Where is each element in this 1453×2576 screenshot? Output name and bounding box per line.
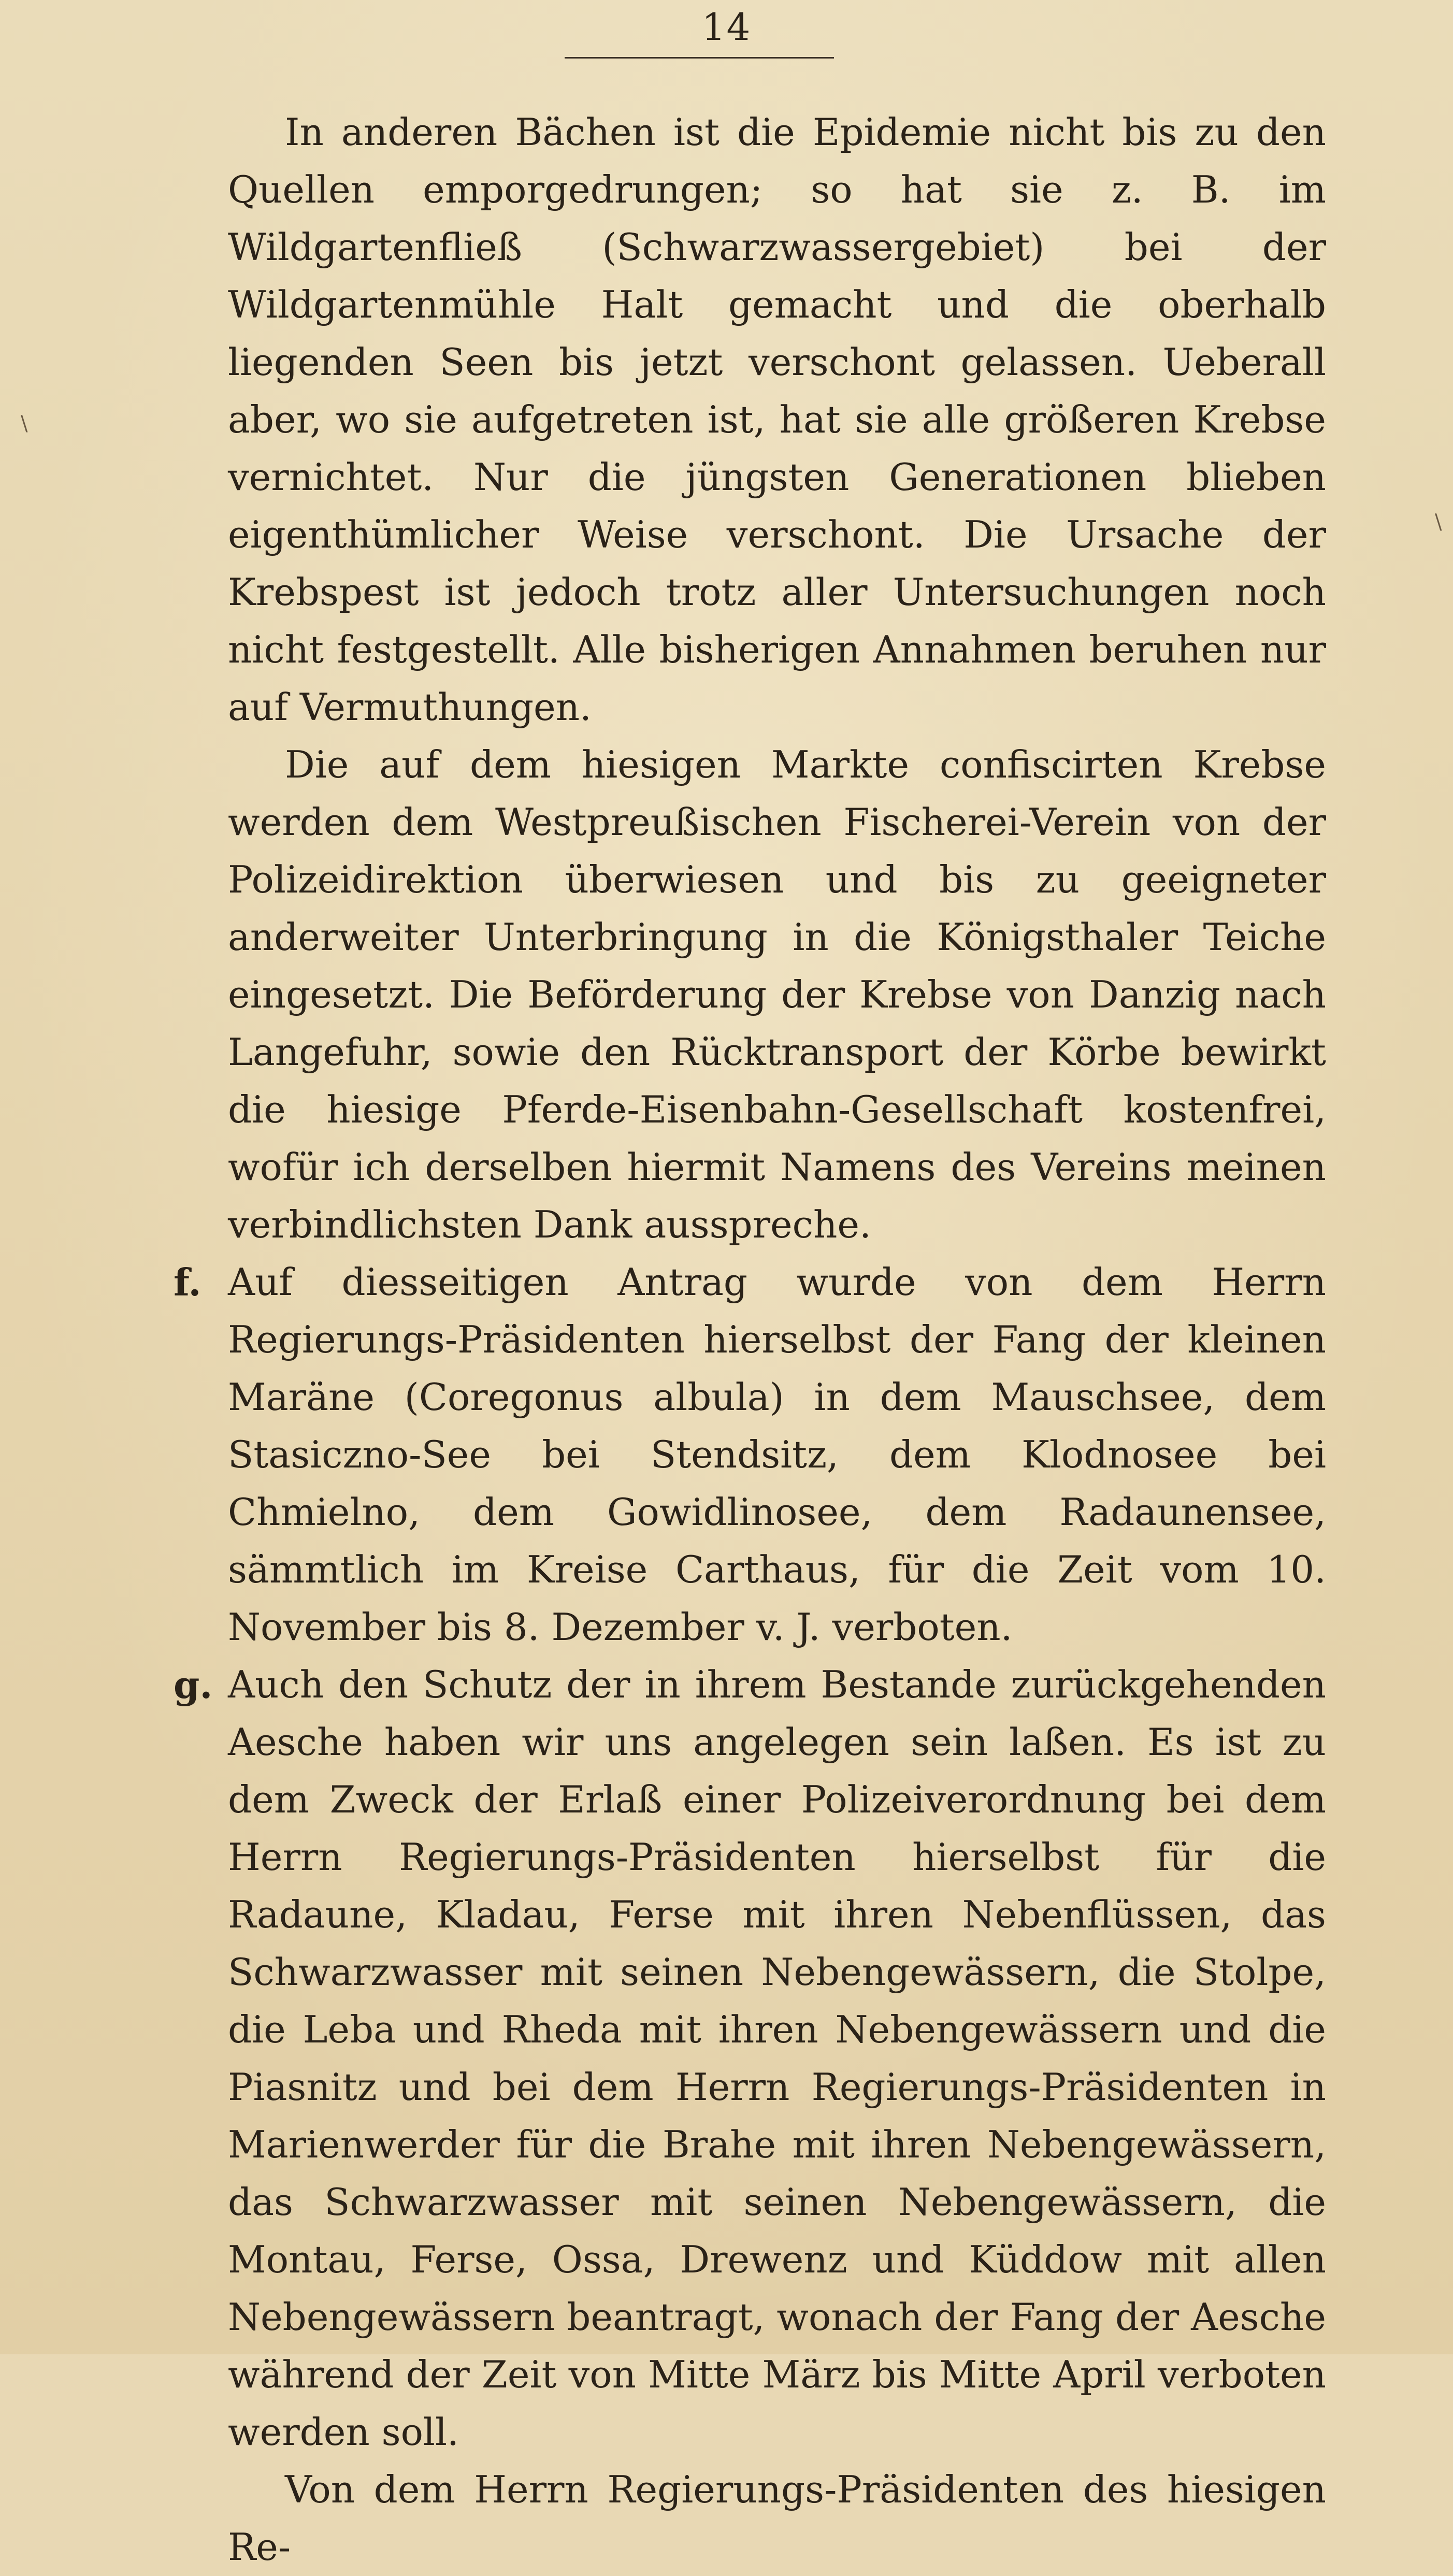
list-marker-f: f. [174, 1260, 202, 1304]
paragraph-epidemie: In anderen Bächen ist die Epidemie nicht bis zu den Quellen emporgedrungen; so hat sie z. B. im Wildgartenfließ (Schwarzwassergebiet) bei der Wildgartenmühle Halt gemacht und die oberhalb liegenden Seen bis jetzt verschont gelassen. Ueberall aber, wo sie aufgetreten ist, hat sie alle größeren Krebse vernichtet. Nur die jüngsten Generationen blieben eigenthümlicher Weise verschont. Die Ursache der Krebspest ist jedoch trotz aller Untersuchungen noch nicht festgestellt. Alle bisherigen Annahmen beruhen nur auf Vermuthungen. [228, 110, 1326, 729]
paragraph-aesche: Auch den Schutz der in ihrem Bestande zurückgehenden Aesche haben wir uns angelegen sein laßen. Es ist zu dem Zweck der Erlaß einer Polizeiverordnung bei dem Herrn Regierungs-Präsidenten hierselbst für die Radaune, Kladau, Ferse mit ihren Nebenflüssen, das Schwarzwasser mit seinen Nebengewässern, die Stolpe, die Leba und Rheda mit ihren Nebengewässern und die Piasnitz und bei dem Herrn Regierungs-Präsidenten in Marienwerder für die Brahe mit ihren Nebengewässern, das Schwarzwasser mit seinen Nebengewässern, die Montau, Ferse, Ossa, Drewenz und Küddow mit allen Nebengewässern beantragt, wonach der Fang der Aesche während der Zeit von Mitte März bis Mitte April verboten werden soll. [228, 1663, 1326, 2454]
list-marker-g: g. [174, 1663, 213, 1707]
margin-mark-right: \ [1435, 510, 1442, 534]
list-item-g [174, 1656, 1326, 2461]
page-number: 14 [701, 5, 752, 49]
margin-mark-left: \ [21, 412, 28, 436]
body-text [174, 104, 1326, 2576]
paragraph-maraene: Auf diesseitigen Antrag wurde von dem Herrn Regierungs-Präsidenten hierselbst der Fang der kleinen Maräne (Coregonus albula) in dem Mauschsee, dem Stasiczno-See bei Stendsitz, dem Klodnosee bei Chmielno, dem Gowidlinosee, dem Radaunensee, sämmtlich im Kreise Carthaus, für die Zeit vom 10. November bis 8. Dezember v. J. verboten. [228, 1260, 1326, 1649]
paragraph-krebse: Die auf dem hiesigen Markte confiscirten Krebse werden dem Westpreußischen Fischerei-Verein von der Polizeidirektion überwiesen und bis zu geeigneter anderweiter Unterbringung in die Königsthaler Teiche eingesetzt. Die Beförderung der Krebse von Danzig nach Langefuhr, sowie den Rücktransport der Körbe bewirkt die hiesige Pferde-Eisenbahn-Gesellschaft kostenfrei, wofür ich derselben hiermit Namens des Vereins meinen verbindlichsten Dank ausspreche. [228, 743, 1326, 1246]
header-rule [565, 57, 834, 59]
list-item-f [174, 1254, 1326, 1656]
paragraph-regierungs-praesident: Von dem Herrn Regierungs-Präsidenten des hiesigen Re- [228, 2468, 1326, 2569]
